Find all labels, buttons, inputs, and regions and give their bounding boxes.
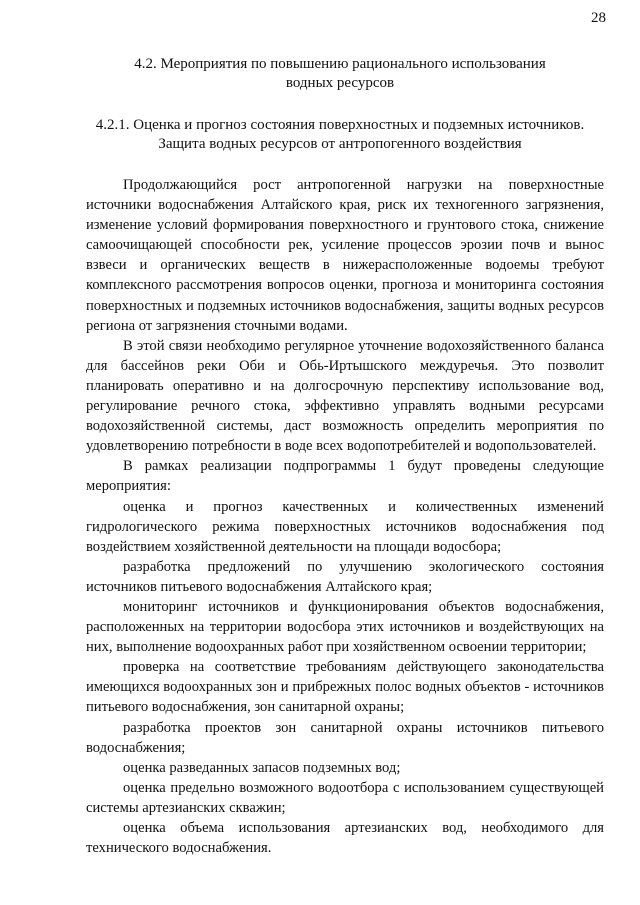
subsection-title (70, 116, 610, 154)
list-item: разработка проектов зон санитарной охраны источников питьевого водоснабжения; (86, 719, 604, 756)
list-item: проверка на соответствие требованиям действующего законодательства имеющихся водоохранных зон и прибрежных полос водных объектов - источников питьевого водоснабжения, зон санитарной охраны; (86, 659, 604, 716)
list-item: оценка предельно возможного водоотбора с использованием существующей системы артезианских скважин; (86, 779, 604, 816)
list-item: разработка предложений по улучшению экологического состояния источников питьевого водоснабжения Алтайского края; (86, 558, 604, 595)
body-text (86, 175, 604, 858)
section-title-line1: 4.2. Мероприятия по повышению рационального использования (134, 56, 546, 72)
subsection-title-line1: 4.2.1. Оценка и прогноз состояния поверхностных и подземных источников. (95, 117, 585, 133)
list-item: оценка объема использования артезианских вод, необходимого для технического водоснабжения. (86, 820, 604, 857)
list-item: мониторинг источников и функционирования объектов водоснабжения, расположенных на территории водосбора этих источников и воздействующих на них, выполнение водоохранных работ при хозяйственном освоении территории; (86, 598, 604, 656)
list-item: оценка и прогноз качественных и количественных изменений гидрологического режима поверхностных источников водоснабжения под воздействием хозяйственной деятельности на площади водосбора; (86, 498, 604, 555)
section-title (70, 55, 610, 93)
paragraph: Продолжающийся рост антропогенной нагрузки на поверхностные источники водоснабжения Алтайского края, риск их техногенного загрязнения, изменение условий формирования поверхностного и грунтового стока, снижение самоочищающей способности рек, усиление процессов эрозии почв и вынос взвеси и органических веществ в нижерасположенные водоемы требуют комплексного рассмотрения вопросов оценки, прогноза и мониторинга состояния поверхностных и подземных источников водоснабжения, защиты водных ресурсов региона от загрязнения сточными водами. (86, 177, 604, 334)
paragraph: В рамках реализации подпрограммы 1 будут проведены следующие мероприятия: (86, 458, 604, 495)
list-item: оценка разведанных запасов подземных вод; (123, 759, 401, 776)
paragraph: В этой связи необходимо регулярное уточнение водохозяйственного баланса для бассейнов реки Оби и Обь-Иртышского междуречья. Это позволит планировать оперативно и на долгосрочную перспективу использование вод, регулирование речного стока, эффективно управлять водными ресурсами водохозяйственной системы, даст возможность определить мероприятия по удовлетворению потребности в воде всех водопотребителей и водопользователей. (86, 337, 604, 455)
page-number: 28 (591, 10, 606, 26)
subsection-title-line2: Защита водных ресурсов от антропогенного воздействия (158, 136, 522, 152)
section-title-line2: водных ресурсов (285, 75, 395, 91)
